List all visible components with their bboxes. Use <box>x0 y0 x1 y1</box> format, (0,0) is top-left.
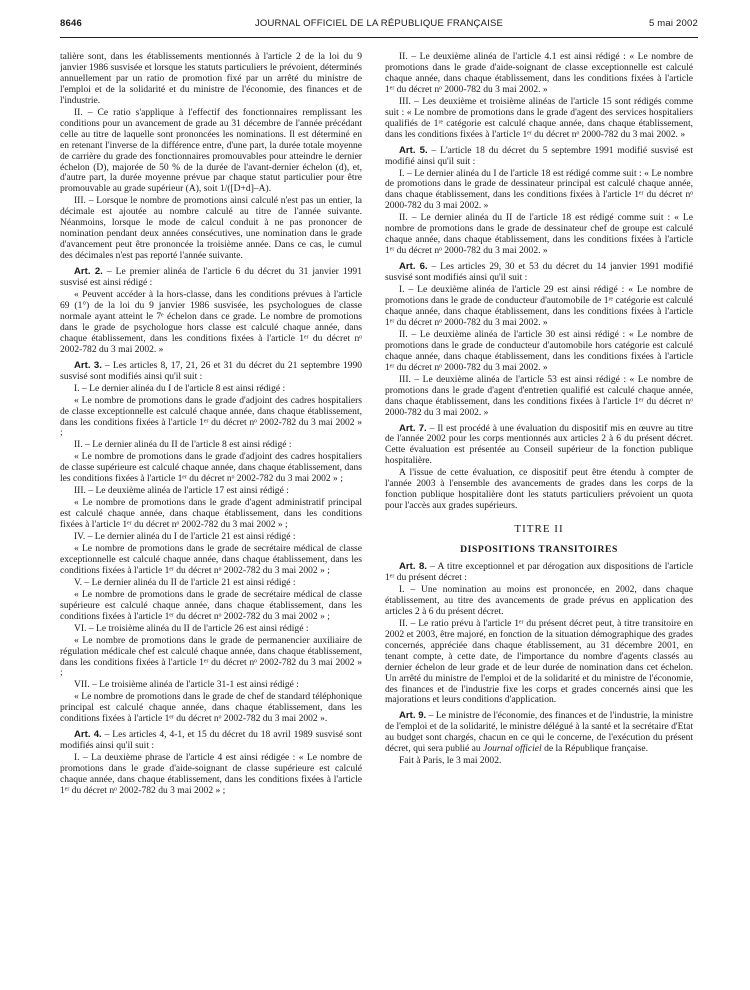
paragraph: « Le nombre de promotions dans le grade de secrétaire médical de classe exceptionnelle est calculé chaque année, dans chaque établissement, dans les conditions fixées à l'article 1ᵉʳ du décret nᵒ 2002-782 du 3 mai 2002 » ; <box>60 542 362 576</box>
article-text: – Les articles 4, 4-1, et 15 du décret du 18 avril 1989 susvisé sont modifiés ainsi qu'il suit : <box>60 729 362 752</box>
paragraph: III. – Le deuxième alinéa de l'article 17 est ainsi rédigé : <box>74 485 289 497</box>
article-text: – L'article 18 du décret du 5 septembre 1991 modifié susvisé est modifié ainsi qu'il suit : <box>385 144 693 167</box>
article-text: – A titre exceptionnel et par dérogation aux dispositions de l'article 1ᵉʳ du présent décret : <box>385 561 693 583</box>
paragraph: II. – Le deuxième alinéa de l'article 30 est ainsi rédigé : « Le nombre de promotions dans le grade de conducteur d'automobile hors catégorie est calculé chaque année, dans chaque établissement, dans les conditions fixées à l'article 1ᵉʳ du décret nᵒ 2000-782 du 3 mai 2002. » <box>385 328 693 373</box>
page-number: 8646 <box>60 18 82 29</box>
signature-place-date: Fait à Paris, le 3 mai 2002. <box>399 755 502 767</box>
article-2 <box>60 267 362 289</box>
paragraph: « Peuvent accéder à la hors-classe, dans les conditions prévues à l'article 69 (1°) de la loi du 9 janvier 1986 susvisée, les psychologues de classe normale ayant atteint le 7ᵉ échelon dans ce grade. Le nombre de promotions dans le grade de psychologue hors classe est calculé chaque année, dans chaque établissement, dans les conditions fixées à l'article 1ᵉʳ du décret nᵒ 2002-782 du 3 mai 2002. » <box>60 289 362 355</box>
paragraph: III. – Les deuxième et troisième alinéas de l'article 15 sont rédigés comme suit : « Le nombre de promotions dans le grade d'agent des services hospitaliers qualifiés de 1ʳᵉ catégorie est calculé chaque année, dans chaque établissement, dans les conditions fixées à l'article 1ᵉʳ du décret nᵒ 2000-782 du 3 mai 2002. » <box>385 95 693 140</box>
paragraph: IV. – Le dernier alinéa du I de l'article 21 est ainsi rédigé : <box>74 531 296 543</box>
paragraph: II. – Le ratio prévu à l'article 1ᵉʳ du présent décret peut, à titre transitoire en 2002 et 2003, être majoré, en fonction de la situation démographique des grades concernés, appréciée dans chaque établissement, au 31 décembre 2001, en tenant compte, à cette date, de l'importance du nombre d'agents classés au dernier échelon de leur grade et de leur durée de nomination dans cet échelon. Un arrêté du ministre de l'emploi et de la solidarité et du ministre de l'économie, des finances et de l'industrie fixe les corps et grades concernés ainsi que les majorations et leurs conditions d'application. <box>385 617 693 706</box>
paragraph: « Le nombre de promotions dans le grade d'adjoint des cadres hospitaliers de classe supérieure est calculé chaque année, dans chaque établissement, dans les conditions fixées à l'article 1ᵉʳ du décret nᵒ 2002-782 du 3 mai 2002 » ; <box>60 451 362 485</box>
paragraph: « Le nombre de promotions dans le grade de permanencier auxiliaire de régulation médicale chef est calculé chaque année, dans chaque établissement, dans les conditions fixées à l'article 1ᵉʳ du décret nᵒ 2002-782 du 3 mai 2002 » ; <box>60 634 362 679</box>
article-label: Art. 4. <box>74 729 102 741</box>
paragraph: « Le nombre de promotions dans le grade d'agent administratif principal est calculé chaque année, dans chaque établissement, dans les conditions fixées à l'article 1ᵉʳ du décret nᵒ 2002-782 du 3 mai 2002 » ; <box>60 497 362 531</box>
article-label: Art. 7. <box>399 422 427 434</box>
article-text-end: de la République française. <box>541 743 649 755</box>
paragraph: VI. – Le troisième alinéa du II de l'article 26 est ainsi rédigé : <box>74 622 309 634</box>
paragraph: talière sont, dans les établissements mentionnés à l'article 2 de la loi du 9 janvier 1986 susvisée et lorsque les statuts particuliers le prévoient, déterminés annuellement par un ratio de promotion fixé par un arrêté du ministre de l'emploi et de la solidarité et du ministre de l'économie, des finances et de l'industrie. <box>60 52 362 106</box>
article-label: Art. 8. <box>399 561 427 573</box>
paragraph: II. – Le dernier alinéa du II de l'article 8 est ainsi rédigé : <box>74 439 292 451</box>
journal-name: Journal officiel <box>483 743 542 755</box>
paragraph: I. – La deuxième phrase de l'article 4 est ainsi rédigée : « Le nombre de promotions dans le grade d'aide-soignant de classe supérieure est calculé chaque année, dans chaque établissement, dans les conditions fixées à l'article 1ᵉʳ du décret nᵒ 2002-782 du 3 mai 2002 » ; <box>60 752 362 796</box>
paragraph: III. – Lorsque le nombre de promotions ainsi calculé n'est pas un entier, la décimale est ajoutée au nombre calculé au titre de l'année suivante. Néanmoins, lorsque le mode de calcul conduit à ne pas prononcer de nomination pendant deux années consécutives, une nomination dans le grade d'avancement peut être prononcée la troisième année. Dans ce cas, le cumul des décimales n'est pas reporté l'année suivante. <box>60 195 362 262</box>
right-column <box>385 52 693 982</box>
paragraph: II. – Ce ratio s'applique à l'effectif des fonctionnaires remplissant les conditions pour un avancement de grade au 31 décembre de l'année précédant celle au titre de laquelle sont prononcées les nominations. Il est déterminé en en retenant l'inverse de la différence entre, d'une part, la durée totale moyenne de carrière du grade des fonctionnaires promouvables pour atteindre le dernier échelon (D), majorée de 50 % de la durée de l'avant-dernier échelon (d), et, d'autre part, la durée moyenne prévue par chaque statut particulier pour être promouvable au grade supérieur (A), soit 1/([D+d]–A). <box>60 106 362 195</box>
article-9 <box>385 711 693 755</box>
header-rule <box>60 37 698 38</box>
article-label: Art. 5. <box>399 144 428 156</box>
article-6 <box>385 262 693 284</box>
paragraph: II. – Le deuxième alinéa de l'article 4.1 est ainsi rédigé : « Le nombre de promotions dans le grade d'aide-soignant de classe exceptionnelle est calculé chaque année, dans chaque établissement, dans les conditions fixées à l'article 1ᵉʳ du décret nᵒ 2000-782 du 3 mai 2002. » <box>385 52 693 95</box>
issue-date: 5 mai 2002 <box>648 18 698 29</box>
article-text: – Les articles 29, 30 et 53 du décret du 14 janvier 1991 modifié susvisé sont modifiés ainsi qu'il suit : <box>385 261 693 284</box>
left-column <box>60 52 362 982</box>
paragraph: V. – Le dernier alinéa du II de l'article 21 est ainsi rédigé : <box>74 576 296 588</box>
article-label: Art. 3. <box>74 359 102 371</box>
paragraph: I. – Le dernier alinéa du I de l'article 8 est ainsi rédigé : <box>74 382 286 394</box>
paragraph: VII. – Le troisième alinéa de l'article 31-1 est ainsi rédigé : <box>74 679 299 691</box>
paragraph: I. – Le dernier alinéa du I de l'article 18 est rédigé comme suit : « Le nombre de promotions dans le grade de dessinateur principal est calculé chaque année, dans chaque établissement, dans les conditions fixées à l'article 1ᵉʳ du décret nᵒ 2000-782 du 3 mai 2002. » <box>385 167 693 212</box>
paragraph: I. – Une nomination au moins est prononcée, en 2002, dans chaque établissement, au titre des avancements de grade prévus en application des articles 2 à 6 du présent décret. <box>385 583 693 617</box>
article-4 <box>60 730 362 752</box>
article-text: – Le ministre de l'économie, des finances et de l'industrie, la ministre de l'emploi et de la solidarité, le ministre délégué à la santé et la secrétaire d'Etat au budget sont chargés, chacun en ce qui le concerne, de l'exécution du présent décret, qui sera publié au <box>385 710 693 755</box>
article-8 <box>385 562 693 584</box>
article-label: Art. 2. <box>74 266 103 278</box>
paragraph: « Le nombre de promotions dans le grade de secrétaire médical de classe supérieure est calculé chaque année, dans chaque établissement, dans les conditions fixées à l'article 1ᵉʳ du décret nᵒ 2002-782 du 3 mai 2002 » ; <box>60 588 362 622</box>
paragraph: A l'issue de cette évaluation, ce dispositif peut être étendu à compter de l'année 2003 à l'ensemble des avancements de grades dans les corps de la fonction publique hospitalière dont les statuts particuliers prévoient un quota pour l'accès aux grades supérieurs. <box>385 467 693 512</box>
article-5 <box>385 146 693 168</box>
paragraph: I. – Le deuxième alinéa de l'article 29 est ainsi rédigé : « Le nombre de promotions dans le grade de conducteur d'automobile de 1ʳᵉ catégorie est calculé chaque année, dans chaque établissement, dans les conditions fixées à l'article 1ᵉʳ du décret nᵒ 2000-782 du 3 mai 2002. » <box>385 284 693 328</box>
article-text: – Il est procédé à une évaluation du dispositif mis en œuvre au titre de l'année 2002 pour les corps mentionnés aux articles 2 à 6 du présent décret. Cette évaluation est présentée au Conseil supérieur de la fonction publique hospitalière. <box>385 422 693 467</box>
journal-title: JOURNAL OFFICIEL DE LA RÉPUBLIQUE FRANÇAISE <box>254 18 504 29</box>
article-3 <box>60 361 362 383</box>
article-label: Art. 6. <box>399 261 428 273</box>
article-text: – Les articles 8, 17, 21, 26 et 31 du décret du 21 septembre 1990 susvisé sont modifiés ainsi qu'il suit : <box>60 359 362 382</box>
article-text: – Le premier alinéa de l'article 6 du décret du 31 janvier 1991 susvisé est ainsi rédigé : <box>60 266 362 289</box>
article-label: Art. 9. <box>399 710 427 722</box>
section-title: TITRE II <box>514 523 564 536</box>
paragraph: II. – Le dernier alinéa du II de l'article 18 est rédigé comme suit : « Le nombre de promotions dans le grade de dessinateur chef de groupe est calculé chaque année, dans chaque établissement, dans les conditions fixées à l'article 1ᵉʳ du décret nᵒ 2000-782 du 3 mai 2002. » <box>385 212 693 257</box>
running-header <box>60 18 698 38</box>
section-heading: DISPOSITIONS TRANSITOIRES <box>460 544 618 556</box>
paragraph: « Le nombre de promotions dans le grade d'adjoint des cadres hospitaliers de classe exceptionnelle est calculé chaque année, dans chaque établissement, dans les conditions fixées à l'article 1ᵉʳ du décret nᵒ 2002-782 du 3 mai 2002 » ; <box>60 394 362 439</box>
article-7 <box>385 424 693 468</box>
paragraph: « Le nombre de promotions dans le grade de chef de standard téléphonique principal est calculé chaque année, dans chaque établissement, dans les conditions fixées à l'article 1ᵉʳ du décret nᵒ 2002-782 du 3 mai 2002 ». <box>60 691 362 725</box>
paragraph: III. – Le deuxième alinéa de l'article 53 est ainsi rédigé : « Le nombre de promotions dans le grade d'agent d'entretien qualifié est calculé chaque année, dans chaque établissement, dans les conditions fixées à l'article 1ᵉʳ du décret nᵒ 2000-782 du 3 mai 2002. » <box>385 373 693 418</box>
